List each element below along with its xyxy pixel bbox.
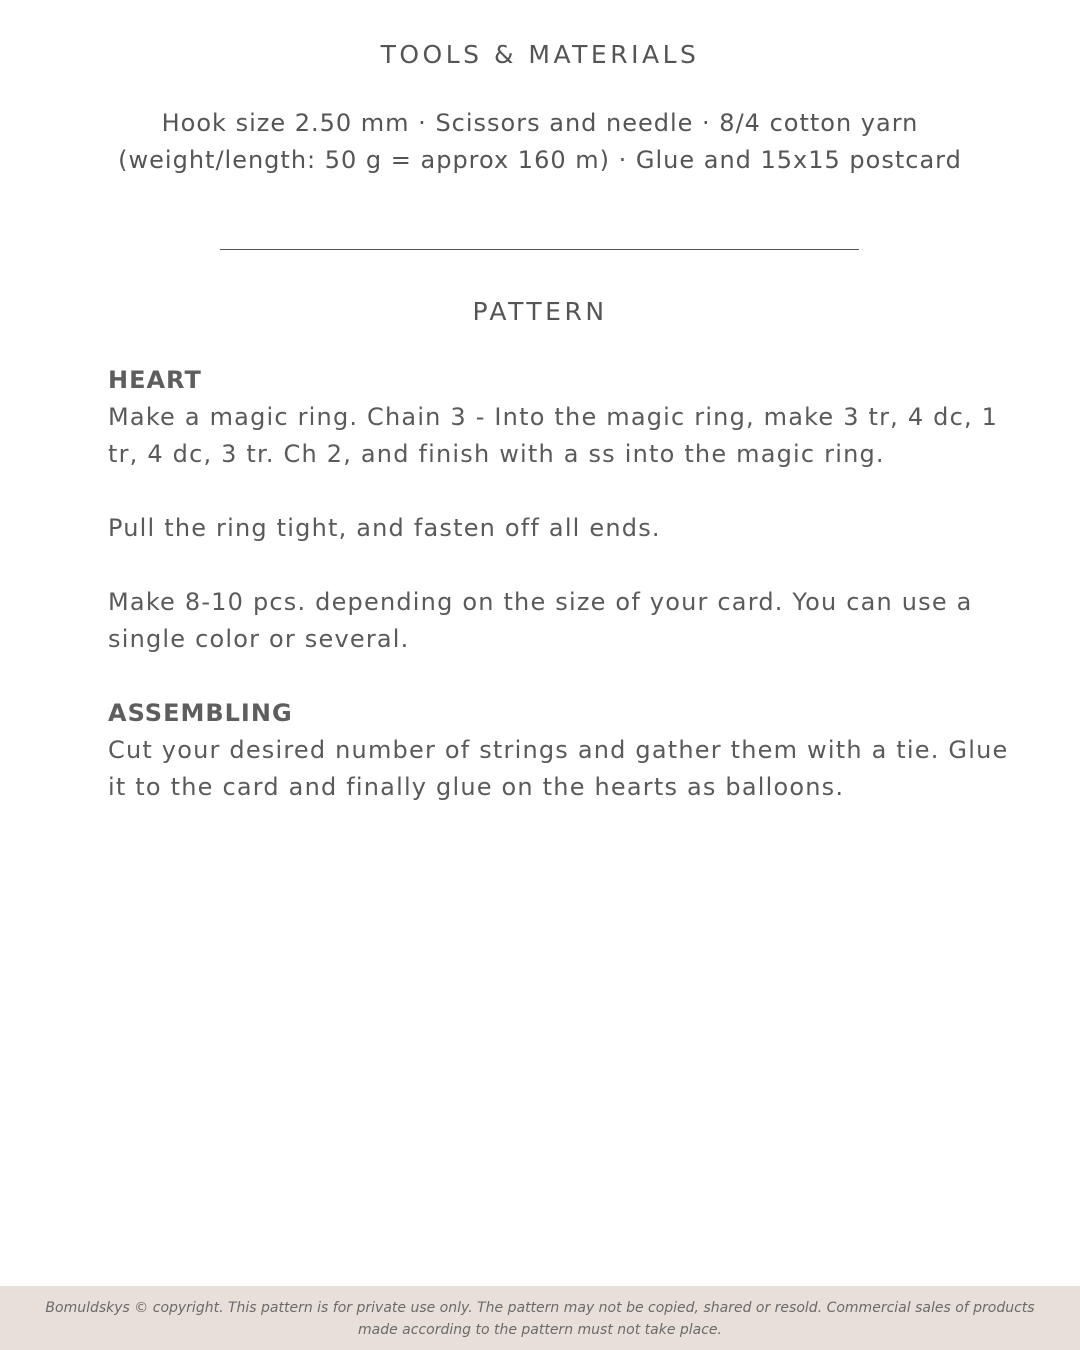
paragraph-line: Make 8-10 pcs. depending on the size of your card. You can use a (108, 588, 973, 616)
assembling-instructions (108, 732, 1009, 806)
paragraph-gap (108, 547, 988, 584)
materials-line: Hook size 2.50 mm · Scissors and needle · 8/4 cotton yarn (161, 109, 919, 137)
pattern-content (108, 362, 1009, 806)
heart-instructions (108, 399, 999, 473)
paragraph-gap (108, 473, 988, 510)
paragraph-line: Cut your desired number of strings and gather them with a tie. Glue (108, 736, 1009, 764)
copyright-line: made according to the pattern must not take place. (358, 1322, 722, 1338)
section-divider (220, 249, 859, 250)
paragraph-gap (108, 658, 988, 695)
pattern-title: PATTERN (472, 297, 608, 326)
materials-line: (weight/length: 50 g = approx 160 m) · Glue and 15x15 postcard (118, 146, 962, 174)
paragraph-line: tr, 4 dc, 3 tr. Ch 2, and finish with a ss into the magic ring. (108, 440, 885, 468)
tools-materials-title: TOOLS & MATERIALS (380, 40, 700, 69)
assembling-heading: ASSEMBLING (108, 699, 293, 727)
paragraph-line: Make a magic ring. Chain 3 - Into the magic ring, make 3 tr, 4 dc, 1 (108, 403, 999, 431)
copyright-footer (0, 1286, 1080, 1350)
heart-fasten-note (108, 510, 988, 547)
paragraph-line: single color or several. (108, 625, 410, 653)
copyright-line: Bomuldskys © copyright. This pattern is for private use only. The pattern may not be copied, shared or resold. Commercial sales of products (45, 1300, 1035, 1316)
paragraph-line: Pull the ring tight, and fasten off all ends. (108, 514, 661, 542)
heart-heading: HEART (108, 366, 202, 394)
materials-list (0, 105, 1080, 179)
heart-quantity-note (108, 584, 988, 658)
paragraph-line: it to the card and finally glue on the hearts as balloons. (108, 773, 845, 801)
